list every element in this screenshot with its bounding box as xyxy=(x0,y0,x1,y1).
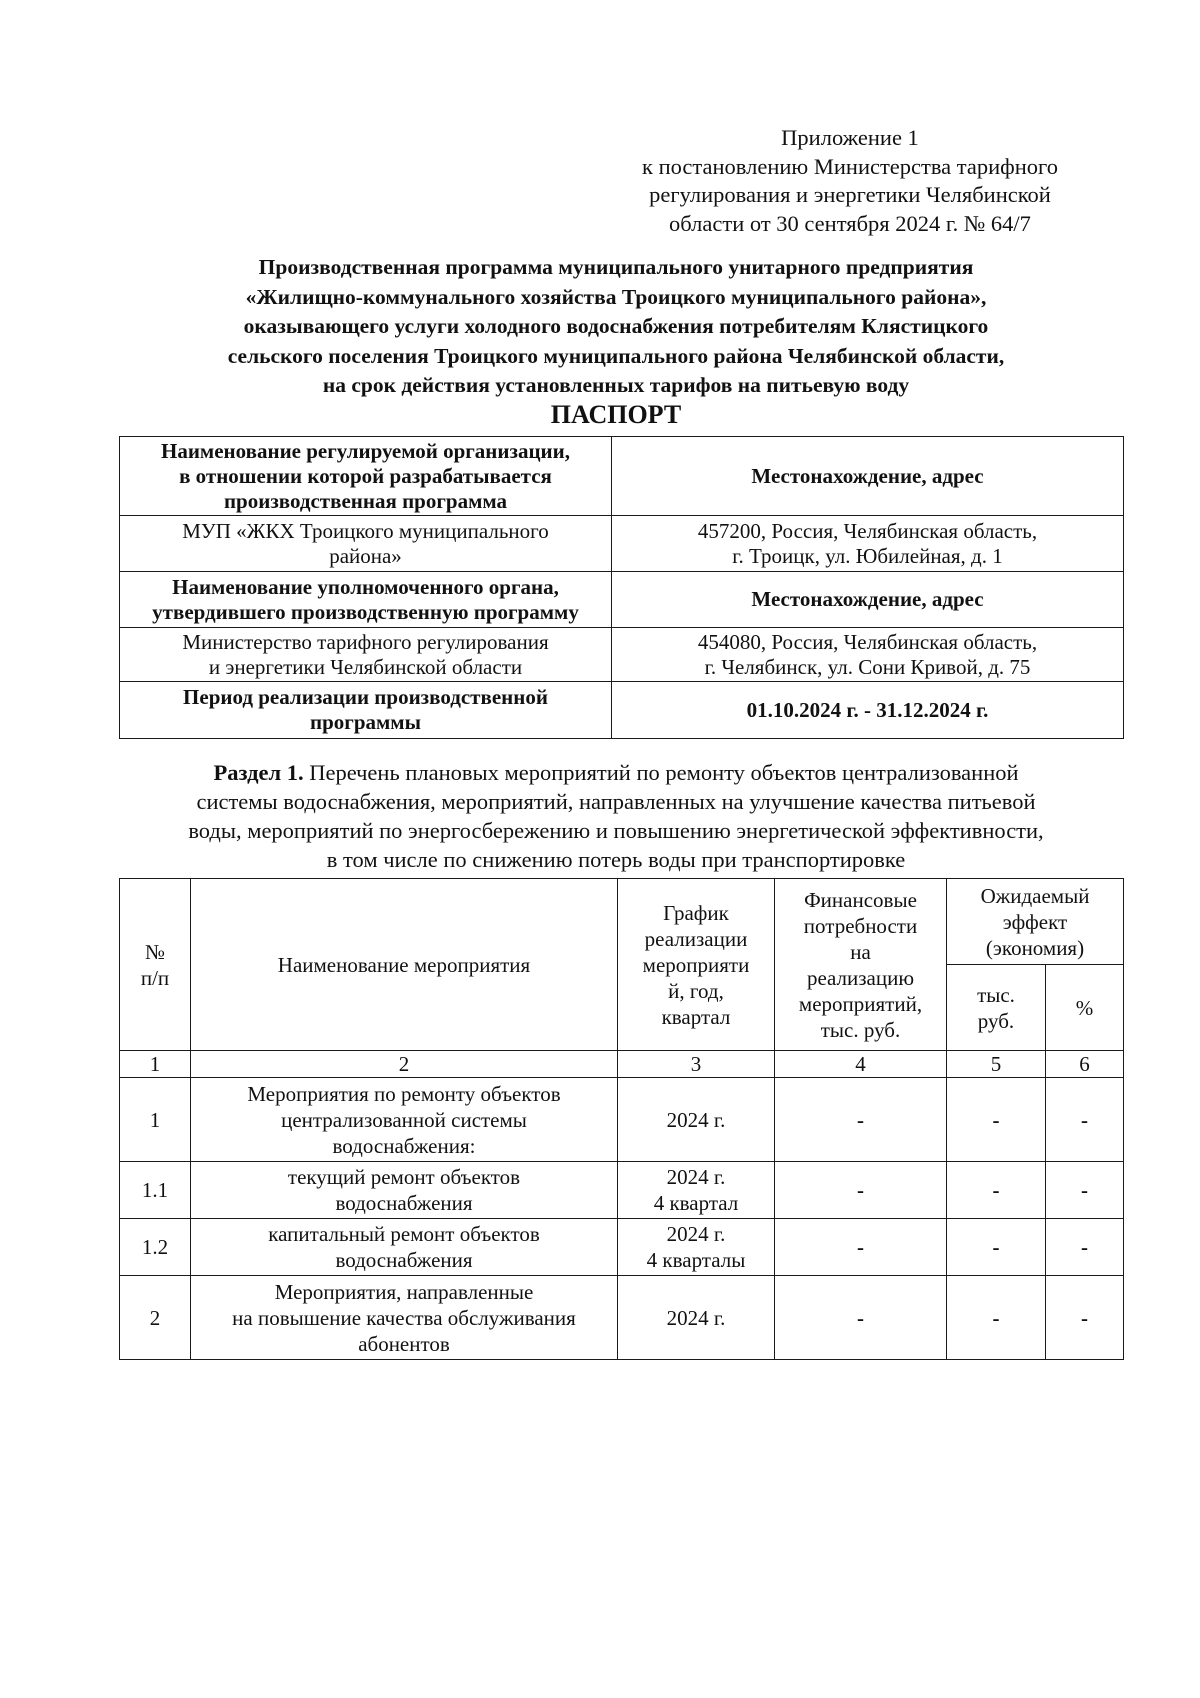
authority-location-header-cell: Местонахождение, адрес xyxy=(612,572,1124,628)
measures-table xyxy=(119,878,1124,1360)
row-name-cell: текущий ремонт объектов водоснабжения xyxy=(191,1162,618,1219)
header-schedule-cell: График реализации мероприяти й, год, квартал xyxy=(618,879,775,1051)
program-title-line: «Жилищно-коммунального хозяйства Троицкого муниципального района», xyxy=(245,284,987,309)
row-effect-rub-cell: - xyxy=(947,1276,1046,1360)
org-header-cell: Наименование регулируемой организации, в отношении которой разрабатывается производственная программа xyxy=(120,437,612,516)
row-effect-rub-cell: - xyxy=(947,1078,1046,1162)
header-effect-pct-cell: % xyxy=(1046,965,1124,1051)
row-num-cell: 1.1 xyxy=(120,1162,191,1219)
appendix-block xyxy=(600,124,1100,238)
org-name-cell: МУП «ЖКХ Троицкого муниципального района» xyxy=(120,516,612,572)
authority-address-cell: 454080, Россия, Челябинская область, г. Челябинск, ул. Сони Кривой, д. 75 xyxy=(612,628,1124,682)
row-effect-rub-cell: - xyxy=(947,1162,1046,1219)
column-number-cell: 3 xyxy=(618,1051,775,1078)
row-name-cell: Мероприятия по ремонту объектов централизованной системы водоснабжения: xyxy=(191,1078,618,1162)
section1-line: воды, мероприятий по энергосбережению и повышению энергетической эффективности, xyxy=(188,818,1044,843)
column-number-cell: 1 xyxy=(120,1051,191,1078)
org-address-cell: 457200, Россия, Челябинская область, г. Троицк, ул. Юбилейная, д. 1 xyxy=(612,516,1124,572)
table-header-row xyxy=(120,879,1124,965)
header-num-cell: № п/п xyxy=(120,879,191,1051)
program-title-line: сельского поселения Троицкого муниципального района Челябинской области, xyxy=(227,343,1005,368)
row-effect-pct-cell: - xyxy=(1046,1276,1124,1360)
row-finance-cell: - xyxy=(775,1162,947,1219)
header-effect-cell: Ожидаемый эффект (экономия) xyxy=(947,879,1124,965)
row-schedule-cell: 2024 г. xyxy=(618,1078,775,1162)
column-number-row xyxy=(120,1051,1124,1078)
row-effect-pct-cell: - xyxy=(1046,1219,1124,1276)
passport-heading: ПАСПОРТ xyxy=(550,400,682,429)
appendix-line: регулирования и энергетики Челябинской xyxy=(649,182,1051,207)
table-row xyxy=(120,1276,1124,1360)
row-schedule-cell: 2024 г. 4 кварталы xyxy=(618,1219,775,1276)
row-effect-pct-cell: - xyxy=(1046,1162,1124,1219)
column-number-cell: 2 xyxy=(191,1051,618,1078)
row-schedule-cell: 2024 г. xyxy=(618,1276,775,1360)
row-num-cell: 1.2 xyxy=(120,1219,191,1276)
program-title-line: оказывающего услуги холодного водоснабжения потребителям Клястицкого xyxy=(243,314,989,338)
column-number-cell: 4 xyxy=(775,1051,947,1078)
row-name-cell: Мероприятия, направленные на повышение качества обслуживания абонентов xyxy=(191,1276,618,1360)
column-number-cell: 5 xyxy=(947,1051,1046,1078)
passport-table xyxy=(119,436,1124,739)
authority-header-cell: Наименование уполномоченного органа, утвердившего производственную программу xyxy=(120,572,612,628)
column-number-cell: 6 xyxy=(1046,1051,1124,1078)
section1-line: Раздел 1. Перечень плановых мероприятий по ремонту объектов централизованной xyxy=(213,760,1019,785)
row-num-cell: 1 xyxy=(120,1078,191,1162)
row-finance-cell: - xyxy=(775,1276,947,1360)
row-name-cell: капитальный ремонт объектов водоснабжения xyxy=(191,1219,618,1276)
table-row xyxy=(120,572,1124,628)
section1-line: в том числе по снижению потерь воды при транспортировке xyxy=(326,847,906,872)
program-title xyxy=(112,253,1120,401)
row-num-cell: 2 xyxy=(120,1276,191,1360)
appendix-line: Приложение 1 xyxy=(781,125,919,150)
appendix-line: к постановлению Министерства тарифного xyxy=(642,153,1058,179)
header-name-cell: Наименование мероприятия xyxy=(191,879,618,1051)
program-title-line: Производственная программа муниципального унитарного предприятия xyxy=(258,255,974,279)
period-value-cell: 01.10.2024 г. - 31.12.2024 г. xyxy=(612,682,1124,739)
table-row xyxy=(120,1162,1124,1219)
authority-name-cell: Министерство тарифного регулирования и энергетики Челябинской области xyxy=(120,628,612,682)
location-header-cell: Местонахождение, адрес xyxy=(612,437,1124,516)
table-row xyxy=(120,628,1124,682)
table-row xyxy=(120,437,1124,516)
appendix-line: области от 30 сентября 2024 г. № 64/7 xyxy=(669,210,1031,236)
table-row xyxy=(120,1219,1124,1276)
section1-line: системы водоснабжения, мероприятий, направленных на улучшение качества питьевой xyxy=(196,789,1036,814)
header-effect-rub-cell: тыс. руб. xyxy=(947,965,1046,1051)
program-title-line: на срок действия установленных тарифов на питьевую воду xyxy=(322,373,910,397)
section1-label: Раздел 1. xyxy=(213,760,304,785)
table-row xyxy=(120,1078,1124,1162)
row-schedule-cell: 2024 г. 4 квартал xyxy=(618,1162,775,1219)
row-effect-rub-cell: - xyxy=(947,1219,1046,1276)
section1-intro xyxy=(112,758,1120,874)
row-effect-pct-cell: - xyxy=(1046,1078,1124,1162)
table-row xyxy=(120,516,1124,572)
table-row xyxy=(120,682,1124,739)
header-finance-cell: Финансовые потребности на реализацию мероприятий, тыс. руб. xyxy=(775,879,947,1051)
row-finance-cell: - xyxy=(775,1219,947,1276)
row-finance-cell: - xyxy=(775,1078,947,1162)
period-header-cell: Период реализации производственной программы xyxy=(120,682,612,739)
